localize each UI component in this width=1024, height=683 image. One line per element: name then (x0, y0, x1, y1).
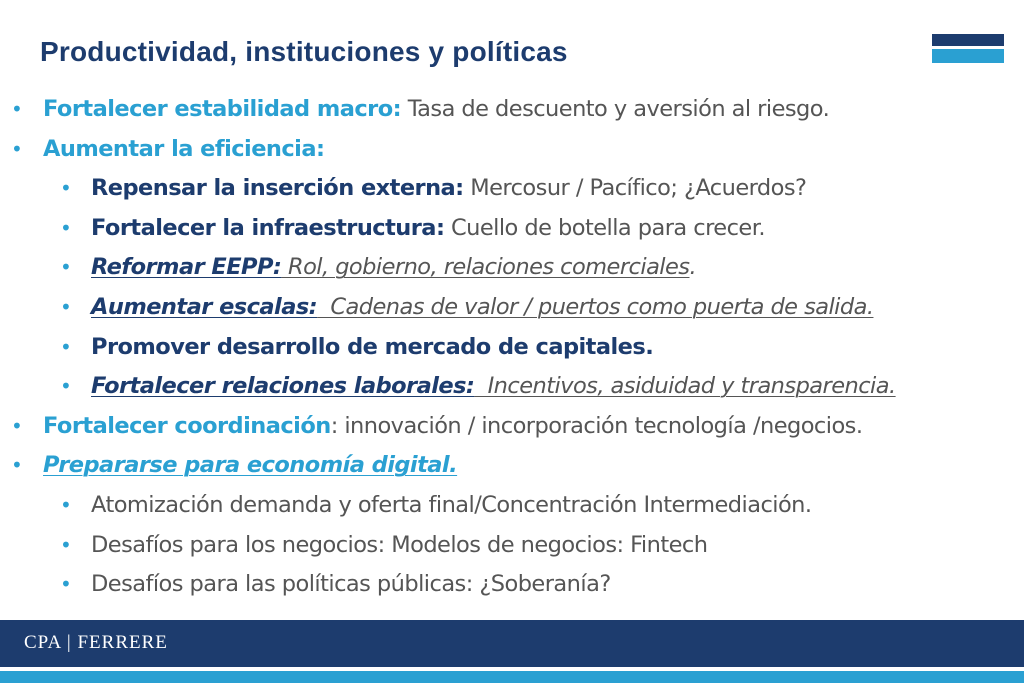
logo-mark (932, 34, 1004, 63)
bullet-label: Fortalecer coordinación (43, 412, 331, 439)
bullet-list (0, 90, 1024, 605)
bullet-dot-icon: • (60, 492, 72, 517)
bullet-dot-icon: • (60, 334, 72, 359)
bullet-text: : innovación / incorporación tecnología /negocios. (330, 412, 863, 439)
bullet-dot-icon: • (60, 255, 72, 280)
bullet-label: Aumentar la eficiencia: (43, 135, 325, 162)
bullet-label: Promover desarrollo de mercado de capitales. (91, 333, 654, 360)
bullet-item-digital (0, 446, 1024, 486)
bullet-text: Mercosur / Pacífico; ¿Acuerdos? (463, 175, 807, 202)
bullet-dot-icon: • (60, 532, 72, 557)
bullet-dot-icon: • (60, 374, 72, 399)
bullet-text: Desafíos para las políticas públicas: ¿Soberanía? (91, 571, 611, 598)
bullet-text: Rol, gobierno, relaciones comerciales (281, 254, 690, 281)
bullet-label: Fortalecer relaciones laborales: (91, 373, 475, 400)
bullet-item-capitales (0, 328, 1024, 368)
bullet-item-infraestructura (0, 209, 1024, 249)
bullet-label: Repensar la inserción externa: (91, 175, 464, 202)
bullet-item-negocios (0, 526, 1024, 566)
bullet-label: Reformar EEPP: (91, 254, 282, 281)
bullet-label: Prepararse para economía digital. (43, 452, 458, 479)
bullet-item-laborales (0, 367, 1024, 407)
bullet-dot-icon: • (60, 215, 72, 240)
logo-bar-navy (932, 34, 1004, 46)
bullet-item-escalas (0, 288, 1024, 328)
bullet-tail: . (689, 254, 697, 281)
bullet-label: Fortalecer estabilidad macro: (43, 96, 402, 122)
bullet-item-coordinacion (0, 407, 1024, 447)
footer-bar (0, 620, 1024, 667)
logo-bar-cyan (932, 49, 1004, 63)
bullet-item-macro (0, 90, 1024, 130)
bullet-dot-icon: • (11, 413, 23, 438)
bullet-item-eficiencia (0, 130, 1024, 170)
bullet-text: Cadenas de valor / puertos como puerta de salida. (317, 293, 874, 320)
bullet-label: Fortalecer la infraestructura: (91, 214, 445, 241)
bullet-item-politicas (0, 565, 1024, 605)
bullet-dot-icon: • (60, 572, 72, 597)
bullet-dot-icon: • (11, 453, 23, 478)
bullet-text: Tasa de descuento y aversión al riesgo. (401, 96, 830, 122)
bullet-item-insercion (0, 169, 1024, 209)
bullet-text: Desafíos para los negocios: Modelos de negocios: Fintech (91, 531, 708, 558)
bullet-text: Atomización demanda y oferta final/Concentración Intermediación. (91, 491, 812, 518)
footer-accent-strip (0, 671, 1024, 683)
bullet-dot-icon: • (60, 176, 72, 201)
bullet-dot-icon: • (11, 136, 23, 161)
bullet-text: Incentivos, asiduidad y transparencia. (474, 373, 896, 400)
slide-title: Productividad, instituciones y políticas (40, 36, 568, 67)
bullet-label: Aumentar escalas: (91, 293, 318, 320)
bullet-dot-icon: • (11, 97, 23, 121)
bullet-item-eepp (0, 248, 1024, 288)
footer-brand: CPA | FERRERE (24, 632, 168, 653)
bullet-item-atomizacion (0, 486, 1024, 526)
bullet-dot-icon: • (60, 294, 72, 319)
bullet-text: Cuello de botella para crecer. (444, 214, 765, 241)
